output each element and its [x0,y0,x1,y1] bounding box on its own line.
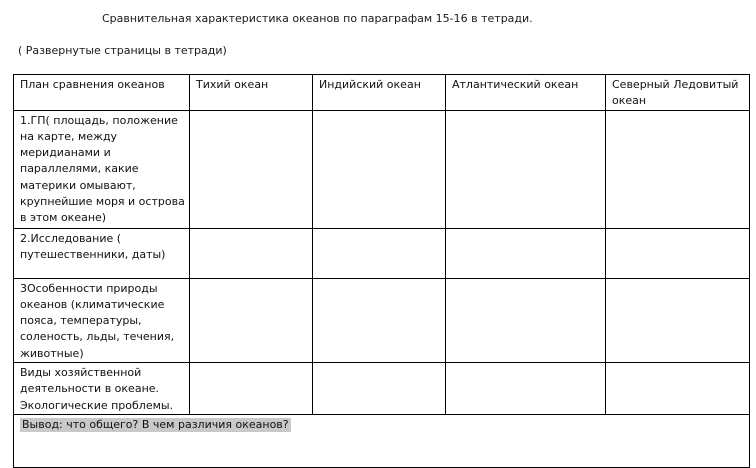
cell-pacific[interactable] [190,278,313,362]
conclusion-text: Вывод: что общего? В чем различия океанов? [22,417,289,431]
header-pacific: Тихий океан [190,75,313,111]
conclusion-cell[interactable] [14,414,750,467]
ocean-comparison-table [13,74,750,468]
cell-pacific[interactable] [190,228,313,278]
table-row [14,363,750,415]
row-criterion: 2.Исследование ( путешественники, даты) [14,228,190,278]
table-row [14,278,750,362]
row-criterion: 1.ГП( площадь, положение на карте, между меридианами и параллелями, какие материки омывают, крупнейшие моря и острова в этом океане) [14,110,190,228]
cell-indian[interactable] [313,110,446,228]
cell-arctic[interactable] [606,228,750,278]
cell-indian[interactable] [313,228,446,278]
cell-indian[interactable] [313,363,446,415]
page-heading: Сравнительная характеристика океанов по параграфам 15-16 в тетради. [102,12,533,25]
cell-arctic[interactable] [606,110,750,228]
cell-atlantic[interactable] [446,110,606,228]
conclusion-row [14,414,750,467]
table-row [14,110,750,228]
header-indian: Индийский океан [313,75,446,111]
header-criteria: План сравнения океанов [14,75,190,111]
table-row [14,228,750,278]
cell-pacific[interactable] [190,110,313,228]
header-atlantic: Атлантический океан [446,75,606,111]
cell-atlantic[interactable] [446,363,606,415]
header-arctic: Северный Ледовитый океан [606,75,750,111]
cell-indian[interactable] [313,278,446,362]
cell-atlantic[interactable] [446,278,606,362]
cell-pacific[interactable] [190,363,313,415]
cell-arctic[interactable] [606,363,750,415]
row-criterion: 3Особенности природы океанов (климатические пояса, температуры, соленость, льды, течения, животные) [14,278,190,362]
cell-atlantic[interactable] [446,228,606,278]
table-header-row [14,75,750,111]
page-subheading: ( Развернутые страницы в тетради) [18,44,227,57]
cell-arctic[interactable] [606,278,750,362]
row-criterion: Виды хозяйственной деятельности в океане. Экологические проблемы. [14,363,190,415]
